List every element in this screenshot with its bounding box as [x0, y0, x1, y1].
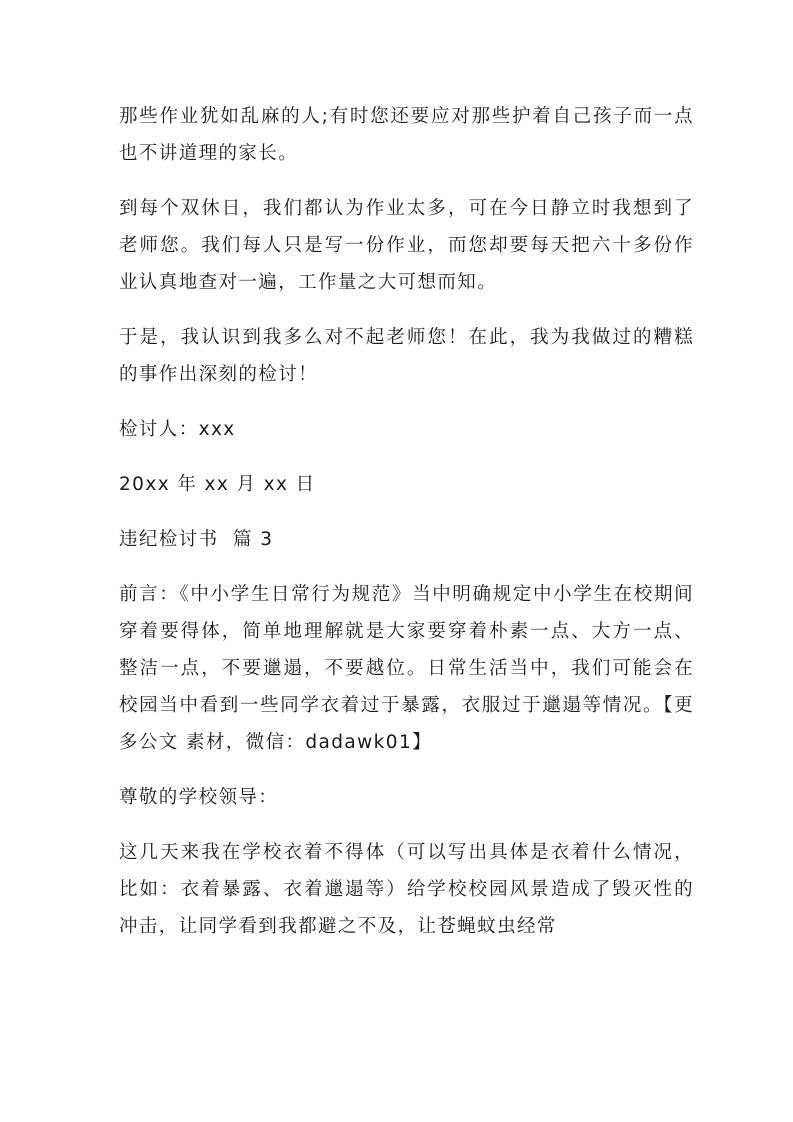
- section-heading: 违纪检讨书 篇 3: [119, 529, 274, 550]
- paragraph-weekend-homework: 到每个双休日，我们都认为作业太多，可在今日静立时我想到了老师您。我们每人只是写一份作业，而您却要每天把六十多份作业认真地查对一遍，工作量之大可想而知。: [119, 198, 694, 293]
- paragraph-apology: 于是，我认识到我多么对不起老师您！在此，我为我做过的糟糕的事作出深刻的检讨！: [119, 327, 694, 385]
- signature-line: 检讨人：xxx: [119, 419, 236, 440]
- date-line: 20xx 年 xx 月 xx 日: [119, 474, 316, 495]
- paragraph-dress-code: 这几天来我在学校衣着不得体（可以写出具体是衣着什么情况，比如：衣着暴露、衣着邋遢等）给学校校园风景造成了毁灭性的冲击，让同学看到我都避之不及，让苍蝇蚊虫经常: [119, 842, 694, 937]
- salutation: 尊敬的学校领导：: [119, 787, 279, 808]
- document-page: [119, 0, 694, 945]
- paragraph-preface: 前言：《中小学生日常行为规范》当中明确规定中小学生在校期间穿着要得体，简单地理解就是大家要穿着朴素一点、大方一点、整洁一点，不要邋遢，不要越位。日常生活当中，我们可能会在校园当中看到一些同学衣着过于暴露，衣服过于邋遢等情况。【更多公文 素材，微信：dadawk01】: [119, 584, 694, 753]
- paragraph-homework-chaos: 那些作业犹如乱麻的人;有时您还要应对那些护着自己孩子而一点也不讲道理的家长。: [119, 106, 694, 164]
